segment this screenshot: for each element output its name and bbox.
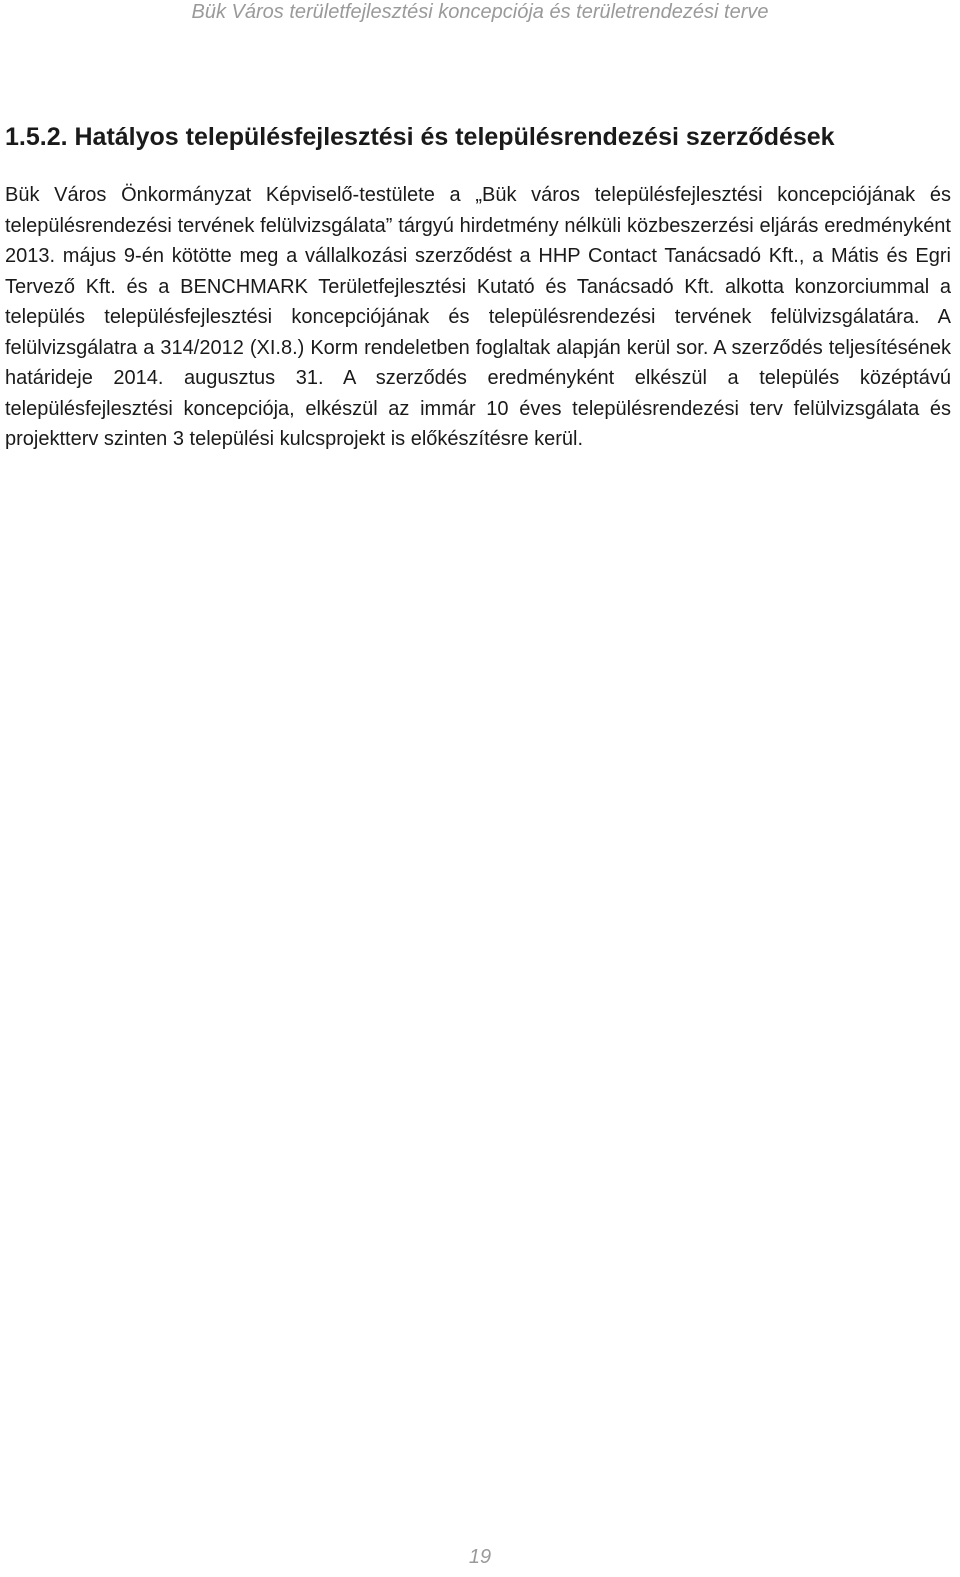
page-number: 19: [468, 1546, 492, 1568]
section-heading: 1.5.2. Hatályos településfejlesztési és településrendezési szerződések: [5, 123, 835, 151]
body-paragraph: Bük Város Önkormányzat Képviselő-testülete a „Bük város településfejlesztési koncepciójának és településrendezési tervének felülvizsgálata” tárgyú hirdetmény nélküli közbeszerzési eljárás eredményként 2013. május 9-én kötötte meg a vállalkozási szerződést a HHP Contact Tanácsadó Kft., a Mátis és Egri Tervező Kft. és a BENCHMARK Területfejlesztési Kutató és Tanácsadó Kft. alkotta konzorciummal a település településfejlesztési koncepciójának és településrendezési tervének felülvizsgálatára. A felülvizsgálatra a 314/2012 (XI.8.) Korm rendeletben foglaltak alapján kerül sor. A szerződés teljesítésének határideje 2014. augusztus 31. A szerződés eredményként elkészül a település középtávú településfejlesztési koncepciója, elkészül az immár 10 éves településrendezési terv felülvizsgálata és projektterv szinten 3 települési kulcsprojekt is előkészítésre kerül.: [5, 184, 951, 450]
running-header: Bük Város területfejlesztési koncepciója és területrendezési terve: [191, 1, 769, 23]
